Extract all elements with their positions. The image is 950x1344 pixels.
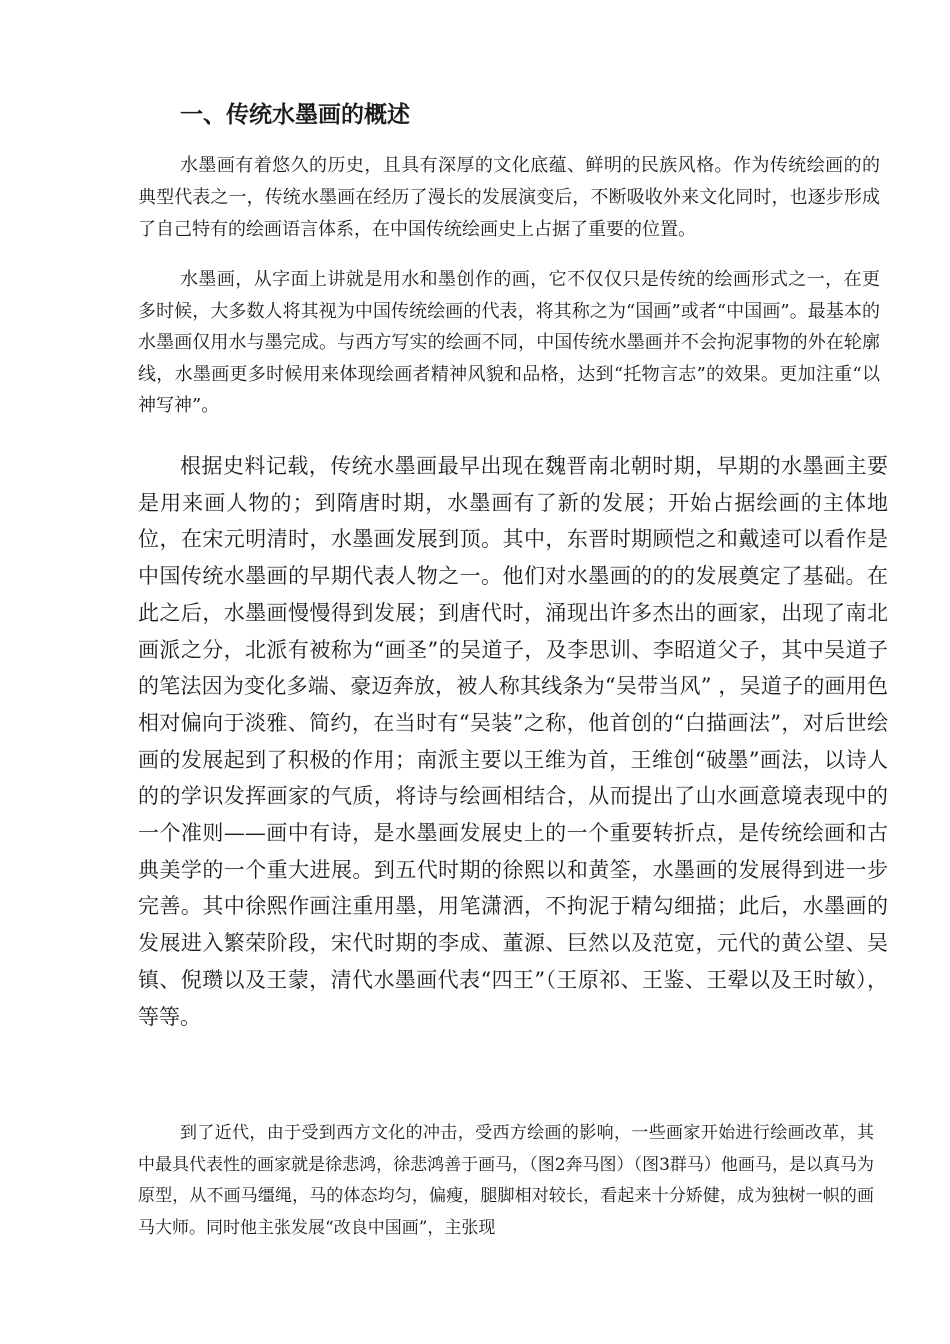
paragraph-overview: 水墨画有着悠久的历史，且具有深厚的文化底蕴、鲜明的民族风格。作为传统绘画的的典型代表之一，传统水墨画在经历了漫长的发展演变后，不断吸收外来文化同时，也逐步形成了自己特有的绘画语言体系，在中国传统绘画史上占据了重要的位置。 [138, 155, 880, 240]
paragraph-modern: 到了近代，由于受到西方文化的冲击，受西方绘画的影响，一些画家开始进行绘画改革，其中最具代表性的画家就是徐悲鸿，徐悲鸿善于画马，（图2奔马图）（图3群马）他画马，是以真马为原型，从不画马缰绳，马的体态均匀，偏瘦，腿脚相对较长，看起来十分矫健，成为独树一帜的画马大师。同时他主张发展“改良中国画”，主张现 [138, 1123, 874, 1238]
paragraph-definition: 水墨画，从字面上讲就是用水和墨创作的画，它不仅仅只是传统的绘画形式之一，在更多时候，大多数人将其视为中国传统绘画的代表，将其称之为“国画”或者“中国画”。最基本的水墨画仅用水与墨完成。与西方写实的绘画不同，中国传统水墨画并不会拘泥事物的外在轮廓线，水墨画更多时候用来体现绘画者精神风貌和品格，达到“托物言志”的效果。更加注重“以神写神”。 [138, 269, 880, 416]
section-heading: 一、传统水墨画的概述 [180, 102, 410, 128]
paragraph-history: 根据史料记载，传统水墨画最早出现在魏晋南北朝时期，早期的水墨画主要是用来画人物的；到隋唐时期，水墨画有了新的发展；开始占据绘画的主体地位，在宋元明清时，水墨画发展到顶。其中，东晋时期顾恺之和戴逵可以看作是中国传统水墨画的早期代表人物之一。他们对水墨画的的的发展奠定了基础。在此之后，水墨画慢慢得到发展；到唐代时，涌现出许多杰出的画家，出现了南北画派之分，北派有被称为“画圣”的吴道子，及李思训、李昭道父子，其中吴道子的笔法因为变化多端、豪迈奔放，被人称其线条为“吴带当风” ，吴道子的画用色相对偏向于淡雅、简约，在当时有“吴装”之称，他首创的“白描画法”，对后世绘画的发展起到了积极的作用；南派主要以王维为首，王维创“破墨”画法，以诗人的的学识发挥画家的气质，将诗与绘画相结合，从而提出了山水画意境表现中的一个准则——画中有诗，是水墨画发展史上的一个重要转折点，是传统绘画和古典美学的一个重大进展。到五代时期的徐熙以和黄筌，水墨画的发展得到进一步完善。其中徐熙作画注重用墨，用笔潇洒，不拘泥于精勾细描；此后，水墨画的发展进入繁荣阶段，宋代时期的李成、董源、巨然以及范宽，元代的黄公望、吴镇、倪瓒以及王蒙，清代水墨画代表“四王”（王原祁、王鉴、王翚以及王时敏），等等。 [138, 454, 888, 1029]
